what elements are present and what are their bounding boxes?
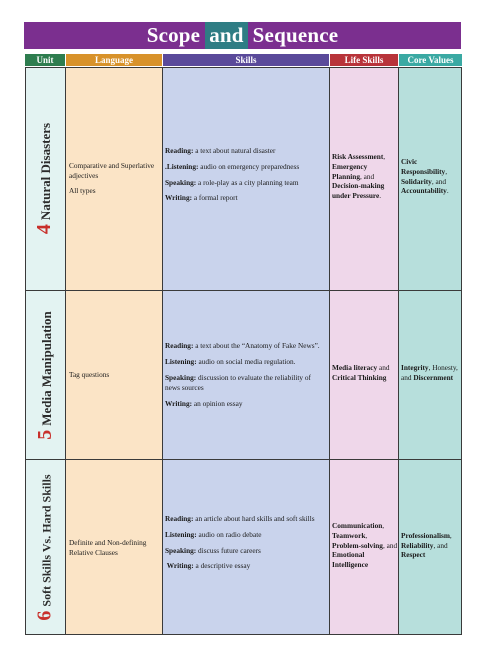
life-skills-cell: Risk Assessment, Emergency Planning, and Decision-making under Pressure. (332, 151, 386, 201)
skill-line: Listening: audio on radio debate (165, 529, 262, 539)
unit-label (25, 67, 65, 290)
core-value: Professionalism (401, 530, 450, 540)
unit-number: 6 (33, 610, 56, 621)
header-skills: Skills (163, 54, 329, 66)
life-skills-cell: Communication, Teamwork, Problem-solving, and Emotional Intelligence (332, 520, 398, 570)
life-skill: Decision-making under Pressure (332, 181, 385, 201)
life-skill: Emergency Planning (332, 161, 368, 181)
life-skill: Teamwork (332, 530, 366, 540)
skill-line: Reading: a text about the “Anatomy of Fake News”. (165, 341, 320, 351)
core-value: Integrity (401, 363, 429, 373)
skill-line: Writing: a formal report (165, 193, 238, 203)
unit-number: 5 (33, 429, 56, 440)
skills-cell (165, 460, 315, 635)
unit-label (25, 460, 65, 635)
core-value: Solidarity (401, 176, 432, 186)
core-value: Civic Responsibility (401, 156, 446, 176)
core-value: Discernment (413, 373, 454, 382)
skill-line: Writing: an opinion essay (165, 398, 243, 408)
unit-name: Natural Disasters (38, 122, 54, 221)
language-item: Tag questions (69, 370, 110, 380)
life-skill: Communication (332, 520, 383, 530)
title-mid: and (205, 22, 247, 49)
core-value: Accountability (401, 186, 447, 196)
language-item: Comparative and Superlative adjectives (69, 160, 155, 180)
life-skill: Problem-solving (332, 540, 383, 550)
unit-number: 4 (33, 224, 56, 235)
life-skills-cell: Media literacy and Critical Thinking (332, 363, 390, 382)
core-values-cell: Integrity, Honesty, and Discernment (401, 363, 458, 382)
skill-line: Reading: a text about natural disaster (165, 145, 276, 155)
skill-line: Listening: audio on social media regulation. (165, 357, 296, 367)
header-language: Language (66, 54, 162, 66)
life-skill: Emotional Intelligence (332, 550, 369, 570)
skill-line: Writing: a descriptive essay (165, 561, 251, 571)
skill-line: Speaking: discussion to evaluate the reliability of news sources (165, 373, 311, 392)
page-title (24, 22, 461, 49)
unit-name: Soft Skills Vs. Hard Skills (39, 474, 54, 607)
header-life-skills: Life Skills (330, 54, 398, 66)
skill-line: Speaking: discuss future careers (165, 545, 261, 555)
language-item: All types (69, 186, 96, 196)
language-item: Definite and Non-defining Relative Clauses (69, 537, 147, 557)
header-core-values: Core Values (399, 54, 462, 66)
life-skill: Media literacy (332, 363, 378, 373)
core-value: Reliability (401, 540, 434, 550)
skill-line: .Listening: audio on emergency preparedness (165, 161, 300, 171)
title-right: Sequence (252, 23, 339, 47)
core-value: Respect (401, 550, 426, 560)
skills-cell (165, 291, 327, 459)
core-values-cell: Professionalism, Reliability, and Respect (401, 530, 452, 560)
core-values-cell: Civic Responsibility, Solidarity, and Accountability. (401, 156, 449, 196)
skill-line: Speaking: a role-play as a city planning team (165, 177, 299, 187)
language-cell (67, 460, 161, 635)
header-unit: Unit (25, 54, 65, 66)
language-cell (67, 291, 161, 459)
unit-name: Media Manipulation (38, 310, 54, 426)
language-cell (67, 67, 161, 290)
unit-label (25, 291, 65, 459)
title-left: Scope (146, 23, 201, 47)
life-skill: Critical Thinking (332, 373, 387, 382)
skills-cell (165, 67, 328, 290)
skill-line: Reading: an article about hard skills and soft skills (165, 513, 315, 523)
life-skill: Risk Assessment (332, 151, 384, 161)
